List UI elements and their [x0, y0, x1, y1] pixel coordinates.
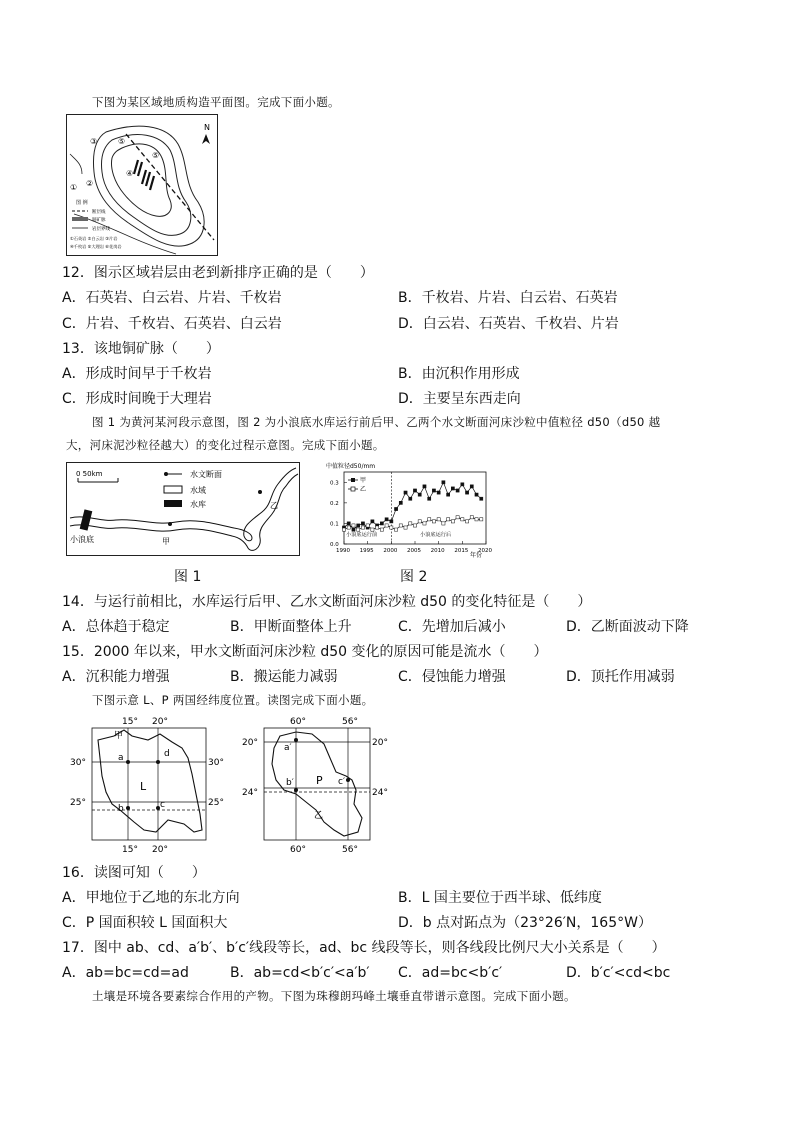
- q15-stem: 15．2000 年以来，甲水文断面河床沙粒 d50 变化的原因可能是流水（ ）: [62, 644, 548, 660]
- mapl-lat-25-right: 25°: [208, 798, 224, 808]
- figure-2-chart: [324, 460, 498, 560]
- mapl-lat-30-left: 30°: [70, 758, 86, 768]
- mapl-lon-20-top: 20°: [152, 717, 168, 727]
- fig2-point-yi: [428, 518, 431, 521]
- fig2-point-jia: [447, 493, 450, 496]
- map-country-l: [68, 714, 228, 856]
- mapl-lon-15-bottom: 15°: [122, 845, 138, 855]
- fig2-xtick-label: 2000: [383, 548, 398, 554]
- q14-option-d[interactable]: D．乙断面波动下降: [566, 619, 689, 635]
- fig2-point-yi: [352, 524, 355, 527]
- fig2-point-yi: [451, 520, 454, 523]
- q14-stem: 14．与运行前相比，水库运行后甲、乙水文断面河床沙粒 d50 的变化特征是（ ）: [62, 594, 592, 610]
- fig2-ytick-label: 0.0: [330, 542, 339, 548]
- fig2-point-yi: [470, 516, 473, 519]
- mapl-lat-25-left: 25°: [70, 798, 86, 808]
- fig2-xtick-label: 2005: [407, 548, 421, 554]
- mapl-jia: 甲: [114, 731, 124, 741]
- fig1-label-jia: 甲: [162, 537, 170, 546]
- fig2-point-jia: [399, 501, 402, 504]
- q13-option-c[interactable]: C．形成时间晚于大理岩: [62, 391, 212, 407]
- legend-boundary: 岩层界线: [92, 227, 110, 232]
- figure-1-caption: 图 1: [174, 569, 202, 585]
- fig2-xunit: 年份: [470, 552, 483, 559]
- mapp-point-a: a′: [284, 743, 292, 753]
- fig1-legend-station: 水文断面: [190, 470, 222, 479]
- fig2-point-jia: [409, 497, 412, 500]
- q17-option-b[interactable]: B．ab=cd<b′c′<a′b′: [230, 965, 370, 981]
- section1-intro: 下图为某区域地质构造平面图。完成下面小题。: [92, 95, 340, 109]
- fig2-ylabel: 中值粒径d50/mm: [326, 463, 376, 470]
- q17-option-a[interactable]: A．ab=bc=cd=ad: [62, 965, 189, 981]
- fig2-point-yi: [456, 516, 459, 519]
- mapp-lat-20-right: 20°: [372, 738, 388, 748]
- mapl-lon-20-bottom: 20°: [152, 845, 168, 855]
- mapp-country-label: P: [316, 774, 323, 787]
- fig2-point-jia: [451, 487, 454, 490]
- fig2-ytick-label: 0.1: [330, 521, 339, 528]
- q13-option-d[interactable]: D．主要呈东西走向: [398, 391, 521, 407]
- mapp-point-b: b′: [286, 778, 294, 788]
- fig2-xtick-label: 2015: [454, 548, 469, 554]
- geologic-map: [66, 114, 218, 256]
- q14-option-a[interactable]: A．总体趋于稳定: [62, 619, 170, 635]
- q13-stem: 13．该地铜矿脉（ ）: [62, 341, 220, 357]
- q15-option-b[interactable]: B．搬运能力减弱: [230, 669, 338, 685]
- q15-option-a[interactable]: A．沉积能力增强: [62, 669, 170, 685]
- q14-option-b[interactable]: B．甲断面整体上升: [230, 619, 352, 635]
- map-num-1: ①: [70, 183, 78, 192]
- fig2-point-yi: [376, 526, 379, 529]
- mapl-country-label: L: [140, 780, 147, 793]
- q17-option-c[interactable]: C．ad=bc<b′c′: [398, 965, 503, 981]
- q12-option-c[interactable]: C．片岩、千枚岩、石英岩、白云岩: [62, 316, 282, 332]
- fig2-point-jia: [352, 528, 355, 531]
- fig2-point-yi: [413, 524, 416, 527]
- fig2-point-yi: [394, 528, 397, 531]
- fig2-xtick-label: 2010: [430, 548, 445, 554]
- fig2-point-yi: [371, 528, 374, 531]
- fig2-point-yi: [347, 526, 350, 529]
- fig2-xtick-label: 1990: [336, 548, 350, 554]
- mapp-lon-60-top: 60°: [290, 717, 306, 727]
- legend-rocks-1: ①石英岩 ②白云岩 ③片岩: [70, 236, 118, 241]
- mapl-lon-15-top: 15°: [122, 717, 138, 727]
- q17-option-d[interactable]: D．b′c′<cd<bc: [566, 965, 671, 981]
- fig2-point-yi: [399, 524, 402, 527]
- q16-option-b[interactable]: B．L 国主要位于西半球、低纬度: [398, 890, 602, 906]
- fig2-point-jia: [404, 491, 407, 494]
- map-num-5b: ⑤: [152, 151, 160, 160]
- fig2-point-yi: [437, 518, 440, 521]
- fig2-point-jia: [390, 520, 393, 523]
- figure-1-river-map: [66, 462, 300, 556]
- section4-intro: 土壤是环境各要素综合作用的产物。下图为珠穆朗玛峰土壤垂直带谱示意图。完成下面小题。: [92, 989, 576, 1003]
- q13-option-b[interactable]: B．由沉积作用形成: [398, 366, 520, 382]
- fig2-point-yi: [418, 520, 421, 523]
- section2-intro-2: 大，河床泥沙粒径越大）的变化过程示意图。完成下面小题。: [66, 438, 385, 452]
- mapl-point-c: c: [160, 800, 165, 810]
- fig2-point-jia: [465, 491, 468, 494]
- fig2-point-jia: [394, 507, 397, 510]
- fig2-point-jia: [423, 485, 426, 488]
- fig2-point-yi: [361, 526, 364, 529]
- fig1-scale: 0 50km: [76, 470, 103, 478]
- fig2-point-yi: [390, 526, 393, 529]
- fig2-point-jia: [456, 489, 459, 492]
- mapp-lon-56-top: 56°: [342, 717, 358, 727]
- mapl-point-d: d: [164, 749, 170, 759]
- mapp-yi: 乙: [314, 811, 324, 821]
- fig2-point-yi: [423, 522, 426, 525]
- q15-option-c[interactable]: C．侵蚀能力增强: [398, 669, 506, 685]
- fig2-point-yi: [447, 518, 450, 521]
- q12-stem: 12．图示区域岩层由老到新排序正确的是（ ）: [62, 265, 374, 281]
- q16-option-c[interactable]: C．P 国面积较 L 国面积大: [62, 915, 228, 931]
- map-num-2: ②: [86, 179, 94, 188]
- fig2-point-yi: [475, 518, 478, 521]
- fig2-point-yi: [442, 522, 445, 525]
- q12-option-a[interactable]: A．石英岩、白云岩、片岩、千枚岩: [62, 290, 282, 306]
- fig2-point-yi: [404, 526, 407, 529]
- section2-intro-1: 图 1 为黄河某河段示意图，图 2 为小浪底水库运行前后甲、乙两个水文断面河床沙粒中值粒径 d50（d50 越: [92, 415, 661, 429]
- north-label: N: [204, 123, 210, 132]
- fig2-ytick-label: 0.2: [330, 500, 339, 507]
- fig2-xtick-label: 1995: [359, 548, 374, 554]
- fig2-point-yi: [480, 518, 483, 521]
- fig2-point-yi: [432, 520, 435, 523]
- fig2-point-yi: [409, 522, 412, 525]
- fig2-point-jia: [357, 524, 360, 527]
- fig2-point-jia: [432, 489, 435, 492]
- q16-stem: 16．读图可知（ ）: [62, 865, 206, 881]
- q14-option-c[interactable]: C．先增加后减小: [398, 619, 506, 635]
- fig2-point-jia: [385, 518, 388, 521]
- fig2-after-label: 小浪底运行后: [420, 532, 452, 538]
- fig2-point-yi: [366, 524, 369, 527]
- mapp-lon-60-bottom: 60°: [290, 845, 306, 855]
- mapp-point-c: c′: [338, 777, 345, 787]
- fig2-point-jia: [380, 522, 383, 525]
- q12-option-d[interactable]: D．白云岩、石英岩、千枚岩、片岩: [398, 316, 619, 332]
- fig2-point-jia: [413, 489, 416, 492]
- legend-fault: 断层线: [92, 210, 106, 215]
- mapp-lat-24-left: 24°: [242, 788, 258, 798]
- fig2-legend-yi: 乙: [360, 486, 367, 493]
- fig2-legend-jia: 甲: [360, 477, 367, 484]
- fig2-point-jia: [437, 491, 440, 494]
- q16-option-a[interactable]: A．甲地位于乙地的东北方向: [62, 890, 240, 906]
- mapp-lon-56-bottom: 56°: [342, 845, 358, 855]
- section3-intro: 下图示意 L、P 两国经纬度位置。读图完成下面小题。: [92, 693, 374, 707]
- map-num-4: ④: [126, 169, 134, 178]
- mapl-point-a: a: [118, 753, 124, 763]
- fig2-ytick-label: 0.3: [330, 480, 339, 487]
- fig2-before-label: 小浪底运行前: [346, 532, 378, 538]
- map-num-3: ③: [90, 137, 98, 146]
- fig2-xtick-label: 2020: [478, 548, 492, 554]
- figure-2-caption: 图 2: [400, 569, 428, 585]
- fig2-point-jia: [428, 497, 431, 500]
- fig1-legend-reservoir: 水库: [190, 500, 206, 509]
- fig2-point-yi: [461, 518, 464, 521]
- mapp-lat-20-left: 20°: [242, 738, 258, 748]
- q13-option-a[interactable]: A．形成时间早于千枚岩: [62, 366, 212, 382]
- mapl-lat-30-right: 30°: [208, 758, 224, 768]
- fig2-point-jia: [442, 481, 445, 484]
- fig2-point-yi: [380, 528, 383, 531]
- map-country-p: [240, 714, 400, 856]
- fig1-legend-water: 水域: [190, 486, 206, 495]
- mapl-point-b: b: [118, 804, 124, 814]
- map-num-5a: ⑤: [118, 137, 126, 146]
- legend-rocks-2: ④千枚岩 ⑤大理岩 ⑥花岗岩: [70, 244, 122, 249]
- fig2-point-jia: [371, 520, 374, 523]
- fig1-label-xiaolangdi: 小浪底: [70, 535, 94, 544]
- q12-option-b[interactable]: B．千枚岩、片岩、白云岩、石英岩: [398, 290, 618, 306]
- legend-title: 图 例: [76, 200, 88, 206]
- q17-stem: 17．图中 ab、cd、a′b′、b′c′线段等长，ad、bc 线段等长，则各线段比例尺大小关系是（ ）: [62, 940, 666, 956]
- fig2-point-yi: [385, 524, 388, 527]
- fig2-point-jia: [361, 522, 364, 525]
- fig1-label-yi: 乙: [270, 501, 278, 510]
- q15-option-d[interactable]: D．顶托作用减弱: [566, 669, 675, 685]
- legend-copper: 铜矿脉: [92, 218, 106, 223]
- fig2-point-jia: [461, 483, 464, 486]
- fig2-point-yi: [342, 528, 345, 531]
- fig2-point-jia: [470, 485, 473, 488]
- fig2-point-yi: [357, 528, 360, 531]
- fig2-point-jia: [475, 493, 478, 496]
- fig2-point-jia: [347, 522, 350, 525]
- fig2-point-jia: [418, 493, 421, 496]
- mapp-lat-24-right: 24°: [372, 788, 388, 798]
- fig2-point-jia: [480, 497, 483, 500]
- q16-option-d[interactable]: D．b 点对跖点为（23°26′N，165°W）: [398, 915, 652, 931]
- fig2-point-yi: [465, 520, 468, 523]
